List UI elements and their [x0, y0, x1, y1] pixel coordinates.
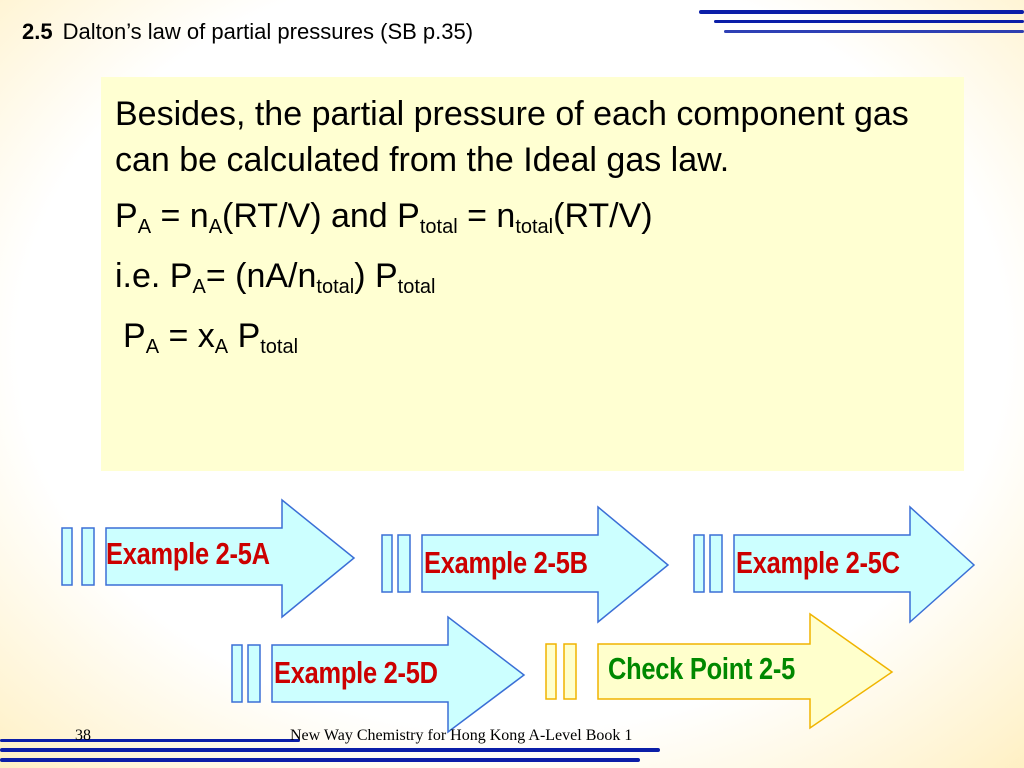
example-2-5d-label: Example 2-5D	[274, 655, 438, 690]
example-2-5d-button[interactable]	[228, 615, 528, 735]
section-number: 2.5	[22, 19, 53, 44]
equation-line-3: $P_A = x_A$ $P_{total}$	[123, 317, 299, 358]
content-box	[101, 77, 964, 471]
intro-paragraph: Besides, the partial pressure of each component gas can be calculated from the Ideal gas law.	[115, 95, 909, 179]
example-2-5c-label: Example 2-5C	[736, 545, 900, 580]
footer-text: New Way Chemistry for Hong Kong A-Level Book 1	[290, 727, 633, 744]
check-point-2-5-label: Check Point 2-5	[608, 651, 796, 686]
check-point-2-5-button[interactable]	[542, 612, 902, 730]
slide-title	[22, 19, 473, 45]
equation-line-1: $P_A = n_A(RT/V)$ and $P_{total} = n_{total}(RT/V)$	[115, 197, 653, 238]
top-decorative-stripes	[699, 10, 1024, 33]
example-2-5b-label: Example 2-5B	[424, 545, 588, 580]
example-2-5c-button[interactable]	[690, 505, 990, 625]
section-title: Dalton’s law of partial pressures (SB p.35)	[62, 19, 474, 44]
example-2-5a-button[interactable]	[58, 498, 358, 620]
example-2-5b-button[interactable]	[378, 505, 678, 625]
example-2-5a-label: Example 2-5A	[106, 536, 270, 571]
page-number: 38	[75, 727, 91, 744]
equation-line-2: i.e. $P_A= (nA/n_{total})$ $P_{total}$	[115, 257, 436, 298]
